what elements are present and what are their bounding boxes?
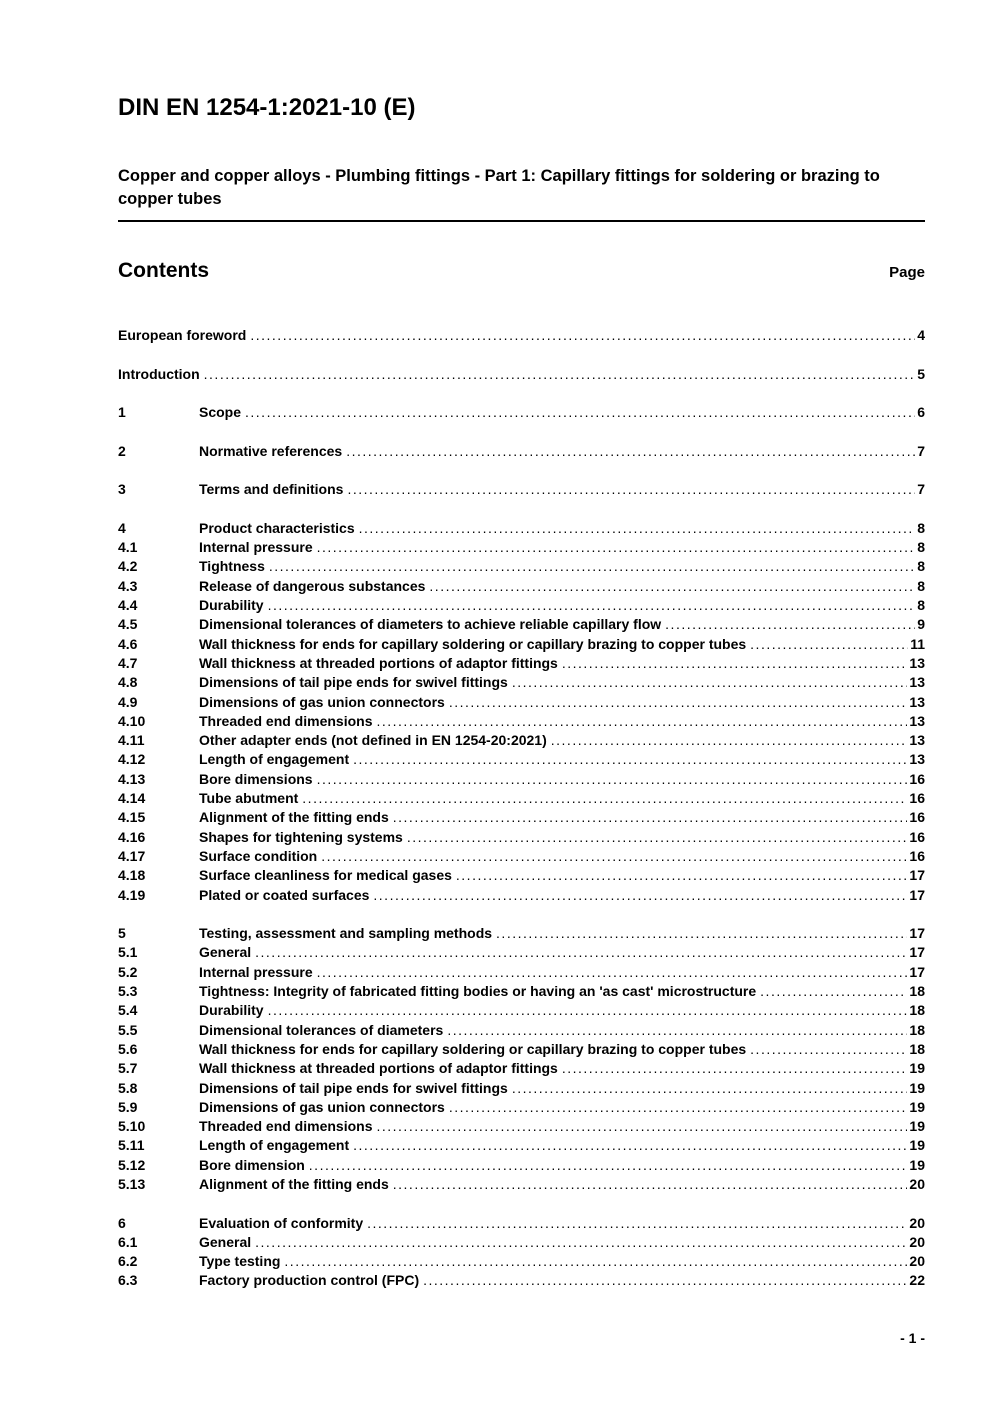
toc-entry-page: 16	[909, 790, 925, 807]
toc-entry-page: 20	[909, 1253, 925, 1270]
toc-entry-page: 16	[909, 770, 925, 787]
toc-entry-title: Alignment of the fitting ends	[199, 809, 389, 826]
toc-entry-page: 18	[909, 1021, 925, 1038]
toc-entry-title: Threaded end dimensions	[199, 712, 373, 729]
document-subtitle: Copper and copper alloys - Plumbing fittings - Part 1: Capillary fittings for soldering or brazing to copper tubes	[118, 165, 925, 222]
toc-row	[118, 538, 925, 557]
toc-dot-leader	[321, 847, 907, 866]
document-title: DIN EN 1254-1:2021-10 (E)	[118, 94, 416, 121]
toc-entry-number: 5	[118, 925, 126, 942]
toc-entry-page: 19	[909, 1060, 925, 1077]
toc-entry-page: 8	[917, 558, 925, 575]
toc-row	[118, 924, 925, 943]
toc-entry-number: 4.18	[118, 867, 146, 884]
toc-row	[118, 731, 925, 750]
toc-entry-number: 4.5	[118, 616, 138, 633]
toc-entry-number: 4.12	[118, 751, 146, 768]
toc-dot-leader	[204, 365, 916, 384]
toc-row	[118, 943, 925, 962]
toc-entry-page: 7	[917, 442, 925, 459]
toc-entry-page: 19	[909, 1156, 925, 1173]
toc-dot-leader	[456, 866, 908, 885]
toc-entry-number: 4.11	[118, 732, 145, 749]
toc-dot-leader	[255, 943, 907, 962]
toc-dot-leader	[302, 789, 907, 808]
toc-entry-title: Wall thickness for ends for capillary soldering or capillary brazing to copper tubes	[199, 1040, 747, 1057]
toc-entry-title: Factory production control (FPC)	[199, 1272, 420, 1289]
toc-entry-page: 18	[909, 983, 925, 1000]
toc-group	[118, 442, 925, 461]
toc-entry-title: Length of engagement	[199, 751, 350, 768]
toc-entry-number: 4.15	[118, 809, 146, 826]
toc-entry-number: 3	[118, 481, 126, 498]
toc-entry-page: 19	[909, 1079, 925, 1096]
toc-entry-number: 5.5	[118, 1021, 138, 1038]
toc-entry-title: Dimensions of tail pipe ends for swivel fittings	[199, 1079, 508, 1096]
toc-group	[118, 480, 925, 499]
toc-row	[118, 1175, 925, 1194]
toc-entry-number: 4.9	[118, 693, 138, 710]
toc-dot-leader	[449, 693, 908, 712]
toc-entry-title: Release of dangerous substances	[199, 577, 426, 594]
toc-entry-number: 5.11	[118, 1137, 145, 1154]
toc-entry-title: Wall thickness for ends for capillary soldering or capillary brazing to copper tubes	[199, 635, 747, 652]
toc-entry-number: 4	[118, 519, 126, 536]
toc-entry-page: 20	[909, 1214, 925, 1231]
toc-entry-title: Durability	[199, 1002, 264, 1019]
toc-dot-leader	[353, 750, 907, 769]
toc-entry-number: 5.4	[118, 1002, 138, 1019]
toc-entry-page: 13	[909, 712, 925, 729]
toc-dot-leader	[512, 673, 908, 692]
toc-row	[118, 1156, 925, 1175]
toc-entry-number: 4.1	[118, 539, 138, 556]
toc-dot-leader	[760, 982, 907, 1001]
toc-entry-page: 19	[909, 1137, 925, 1154]
toc-row	[118, 1271, 925, 1290]
toc-row	[118, 1040, 925, 1059]
toc-entry-number: 2	[118, 442, 126, 459]
toc-row	[118, 1098, 925, 1117]
toc-row	[118, 828, 925, 847]
toc-entry-page: 4	[917, 326, 925, 343]
toc-entry-title: Terms and definitions	[199, 481, 344, 498]
toc-dot-leader	[665, 615, 915, 634]
toc-entry-page: 13	[909, 654, 925, 671]
toc-row	[118, 1214, 925, 1233]
toc-row	[118, 712, 925, 731]
toc-entry-title: Alignment of the fitting ends	[199, 1175, 389, 1192]
toc-row	[118, 982, 925, 1001]
toc-entry-title: Internal pressure	[199, 539, 313, 556]
toc-entry-number: 4.3	[118, 577, 138, 594]
toc-entry-page: 17	[909, 963, 925, 980]
toc-dot-leader	[562, 654, 908, 673]
toc-dot-leader	[255, 1233, 907, 1252]
contents-heading: Contents	[118, 258, 209, 282]
toc-entry-number: 1	[118, 404, 126, 421]
toc-row	[118, 1117, 925, 1136]
toc-dot-leader	[551, 731, 908, 750]
toc-entry-page: 8	[917, 519, 925, 536]
toc-row	[118, 654, 925, 673]
toc-dot-leader	[423, 1271, 907, 1290]
toc-entry-page: 7	[917, 481, 925, 498]
toc-group	[118, 365, 925, 384]
toc-row	[118, 1021, 925, 1040]
toc-entry-title: General	[199, 944, 252, 961]
toc-entry-title: Dimensional tolerances of diameters	[199, 1021, 444, 1038]
toc-dot-leader	[393, 1175, 908, 1194]
toc-entry-number: 4.6	[118, 635, 138, 652]
footer-page-number: - 1 -	[900, 1330, 925, 1346]
toc-row	[118, 1252, 925, 1271]
toc-dot-leader	[284, 1252, 907, 1271]
toc-entry-title: Introduction	[118, 365, 200, 382]
toc-entry-page: 13	[909, 693, 925, 710]
toc-entry-number: 5.6	[118, 1040, 138, 1057]
toc-entry-title: Surface cleanliness for medical gases	[199, 867, 452, 884]
toc-entry-page: 19	[909, 1098, 925, 1115]
toc-row	[118, 577, 925, 596]
toc-row	[118, 635, 925, 654]
toc-group	[118, 519, 925, 905]
toc-entry-title: Internal pressure	[199, 963, 313, 980]
table-of-contents	[118, 326, 925, 1291]
toc-row	[118, 770, 925, 789]
toc-entry-title: Shapes for tightening systems	[199, 828, 403, 845]
toc-entry-number: 4.17	[118, 847, 146, 864]
toc-dot-leader	[346, 442, 915, 461]
toc-row	[118, 596, 925, 615]
toc-group	[118, 1214, 925, 1291]
toc-entry-number: 4.10	[118, 712, 146, 729]
contents-header	[118, 259, 925, 283]
toc-dot-leader	[347, 480, 915, 499]
toc-entry-page: 16	[909, 828, 925, 845]
toc-row	[118, 519, 925, 538]
toc-row	[118, 693, 925, 712]
toc-entry-page: 20	[909, 1175, 925, 1192]
toc-row	[118, 808, 925, 827]
toc-entry-number: 6.3	[118, 1272, 138, 1289]
toc-entry-page: 17	[909, 867, 925, 884]
toc-entry-number: 6	[118, 1214, 126, 1231]
toc-row	[118, 789, 925, 808]
toc-entry-title: Type testing	[199, 1253, 281, 1270]
toc-entry-title: Plated or coated surfaces	[199, 886, 370, 903]
toc-entry-number: 5.2	[118, 963, 138, 980]
toc-entry-page: 18	[909, 1002, 925, 1019]
toc-entry-number: 5.12	[118, 1156, 146, 1173]
toc-entry-title: Normative references	[199, 442, 343, 459]
toc-row	[118, 442, 925, 461]
toc-entry-number: 4.2	[118, 558, 138, 575]
toc-entry-title: Product characteristics	[199, 519, 355, 536]
toc-entry-page: 11	[910, 635, 925, 652]
toc-entry-title: Bore dimension	[199, 1156, 305, 1173]
toc-dot-leader	[750, 1040, 907, 1059]
toc-group	[118, 326, 925, 345]
toc-entry-title: Durability	[199, 597, 264, 614]
toc-entry-number: 5.3	[118, 983, 138, 1000]
toc-entry-page: 22	[909, 1272, 925, 1289]
toc-dot-leader	[309, 1156, 908, 1175]
toc-dot-leader	[447, 1021, 907, 1040]
toc-entry-page: 18	[909, 1040, 925, 1057]
toc-entry-number: 6.2	[118, 1253, 138, 1270]
toc-entry-number: 5.7	[118, 1060, 138, 1077]
toc-entry-title: General	[199, 1233, 252, 1250]
toc-entry-page: 17	[909, 925, 925, 942]
toc-dot-leader	[562, 1059, 908, 1078]
toc-dot-leader	[268, 1001, 908, 1020]
toc-dot-leader	[317, 770, 908, 789]
toc-row	[118, 963, 925, 982]
toc-entry-title: Threaded end dimensions	[199, 1118, 373, 1135]
toc-entry-page: 8	[917, 597, 925, 614]
toc-entry-number: 5.1	[118, 944, 138, 961]
toc-entry-title: Dimensional tolerances of diameters to achieve reliable capillary flow	[199, 616, 662, 633]
toc-row	[118, 1059, 925, 1078]
toc-entry-title: Wall thickness at threaded portions of adaptor fittings	[199, 1060, 558, 1077]
toc-entry-page: 13	[909, 732, 925, 749]
toc-entry-title: Wall thickness at threaded portions of adaptor fittings	[199, 654, 558, 671]
toc-entry-number: 4.14	[118, 790, 146, 807]
toc-row	[118, 1136, 925, 1155]
toc-dot-leader	[373, 886, 907, 905]
toc-dot-leader	[376, 712, 907, 731]
toc-entry-number: 4.7	[118, 654, 138, 671]
toc-dot-leader	[429, 577, 915, 596]
page-column-label: Page	[889, 263, 925, 281]
toc-row	[118, 557, 925, 576]
toc-entry-title: Dimensions of gas union connectors	[199, 693, 445, 710]
toc-row	[118, 1233, 925, 1252]
toc-entry-title: Length of engagement	[199, 1137, 350, 1154]
toc-entry-number: 4.4	[118, 597, 138, 614]
toc-row	[118, 480, 925, 499]
toc-entry-page: 8	[917, 577, 925, 594]
toc-entry-title: European foreword	[118, 326, 247, 343]
toc-dot-leader	[367, 1214, 907, 1233]
toc-entry-page: 9	[917, 616, 925, 633]
toc-entry-title: Dimensions of gas union connectors	[199, 1098, 445, 1115]
toc-row	[118, 403, 925, 422]
toc-row	[118, 847, 925, 866]
toc-entry-number: 4.16	[118, 828, 146, 845]
toc-group	[118, 924, 925, 1194]
toc-entry-title: Tightness: Integrity of fabricated fitting bodies or having an 'as cast' microstructure	[199, 983, 757, 1000]
toc-entry-page: 17	[909, 944, 925, 961]
toc-entry-title: Surface condition	[199, 847, 318, 864]
toc-dot-leader	[407, 828, 908, 847]
toc-entry-page: 6	[917, 404, 925, 421]
toc-row	[118, 673, 925, 692]
toc-group	[118, 403, 925, 422]
toc-dot-leader	[449, 1098, 908, 1117]
toc-entry-title: Bore dimensions	[199, 770, 313, 787]
toc-entry-number: 4.19	[118, 886, 146, 903]
toc-row	[118, 615, 925, 634]
toc-entry-number: 5.13	[118, 1175, 146, 1192]
toc-row	[118, 365, 925, 384]
toc-dot-leader	[250, 326, 915, 345]
toc-entry-title: Tightness	[199, 558, 265, 575]
toc-row	[118, 1001, 925, 1020]
toc-entry-title: Tube abutment	[199, 790, 299, 807]
toc-entry-page: 13	[909, 751, 925, 768]
toc-entry-page: 19	[909, 1118, 925, 1135]
toc-entry-page: 20	[909, 1233, 925, 1250]
toc-entry-number: 4.8	[118, 674, 138, 691]
toc-dot-leader	[496, 924, 907, 943]
toc-entry-number: 6.1	[118, 1233, 138, 1250]
toc-dot-leader	[750, 635, 908, 654]
toc-entry-page: 16	[909, 809, 925, 826]
toc-dot-leader	[268, 596, 916, 615]
toc-entry-title: Scope	[199, 404, 242, 421]
toc-row	[118, 326, 925, 345]
toc-entry-title: Dimensions of tail pipe ends for swivel fittings	[199, 674, 508, 691]
toc-entry-page: 5	[917, 365, 925, 382]
toc-row	[118, 886, 925, 905]
toc-entry-number: 5.8	[118, 1079, 138, 1096]
toc-entry-page: 16	[909, 847, 925, 864]
toc-dot-leader	[353, 1136, 907, 1155]
toc-entry-title: Testing, assessment and sampling methods	[199, 925, 493, 942]
toc-entry-title: Other adapter ends (not defined in EN 1254-20:2021)	[199, 732, 547, 749]
toc-dot-leader	[245, 403, 915, 422]
toc-entry-page: 17	[909, 886, 925, 903]
toc-dot-leader	[359, 519, 916, 538]
toc-dot-leader	[393, 808, 908, 827]
toc-entry-page: 13	[909, 674, 925, 691]
toc-dot-leader	[376, 1117, 907, 1136]
toc-entry-title: Evaluation of conformity	[199, 1214, 364, 1231]
toc-row	[118, 1079, 925, 1098]
toc-dot-leader	[317, 538, 916, 557]
toc-entry-number: 5.10	[118, 1118, 146, 1135]
toc-dot-leader	[512, 1079, 908, 1098]
toc-entry-page: 8	[917, 539, 925, 556]
toc-entry-number: 4.13	[118, 770, 146, 787]
toc-row	[118, 750, 925, 769]
toc-entry-number: 5.9	[118, 1098, 138, 1115]
toc-dot-leader	[269, 557, 915, 576]
toc-dot-leader	[317, 963, 908, 982]
toc-row	[118, 866, 925, 885]
